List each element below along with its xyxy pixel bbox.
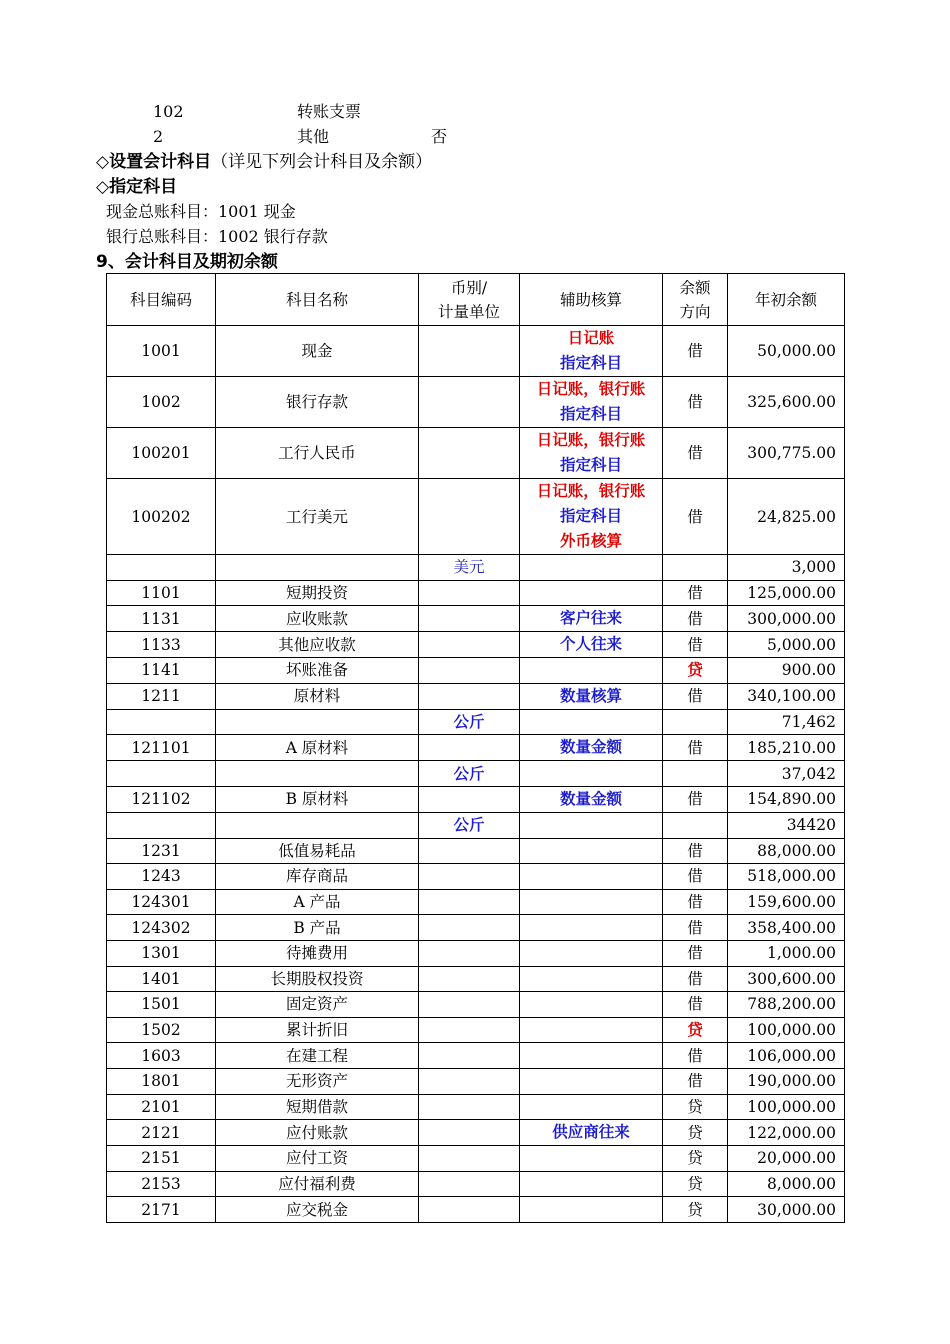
cell-code: 2121 [107,1120,216,1146]
cell-unit [419,1171,520,1197]
table-row [107,326,845,377]
cell-name: 应收账款 [216,606,419,632]
cell-name: 应付工资 [216,1146,419,1172]
cell-name: 坏账准备 [216,658,419,684]
cell-code: 1243 [107,864,216,890]
cell-direction: 借 [663,966,728,992]
cell-aux [520,812,663,838]
cell-code: 1801 [107,1068,216,1094]
cell-unit [419,1120,520,1146]
table-row [107,683,845,709]
cell-code: 1131 [107,606,216,632]
table-row [107,812,845,838]
cell-balance: 8,000.00 [728,1171,845,1197]
table-row [107,555,845,581]
cell-aux [520,1120,663,1146]
cell-code: 121101 [107,735,216,761]
cell-name: A 原材料 [216,735,419,761]
aux-tag: 数量核算 [559,686,622,705]
cell-aux [520,632,663,658]
cell-unit [419,1068,520,1094]
cell-direction [663,555,728,581]
cell-balance: 50,000.00 [728,326,845,377]
cell-direction: 借 [663,1043,728,1069]
cell-aux [520,838,663,864]
cell-unit [419,889,520,915]
cell-balance: 159,600.00 [728,889,845,915]
cell-code: 1501 [107,992,216,1018]
cell-code: 1141 [107,658,216,684]
cell-name: 库存商品 [216,864,419,890]
cell-direction: 贷 [663,1171,728,1197]
cell-aux [520,761,663,787]
table-header-row [107,274,845,326]
header-aux: 辅助核算 [520,274,663,326]
cell-direction: 贷 [663,1017,728,1043]
cell-aux [520,1094,663,1120]
cell-balance: 300,600.00 [728,966,845,992]
cell-aux [520,915,663,941]
heading-setup-bold: ◇设置会计科目 [96,152,212,172]
cell-balance: 185,210.00 [728,735,845,761]
cell-code [107,709,216,735]
cell-direction: 借 [663,428,728,479]
table-row [107,992,845,1018]
cell-unit [419,580,520,606]
cell-name: 原材料 [216,683,419,709]
cell-aux [520,479,663,555]
cell-aux [520,1068,663,1094]
cell-aux [520,966,663,992]
table-row [107,1068,845,1094]
cell-direction: 贷 [663,1197,728,1223]
aux-tag: 外币核算 [559,532,622,550]
top-row-code-1: 102 [153,102,184,121]
cell-unit [419,428,520,479]
cell-code: 2151 [107,1146,216,1172]
cell-unit [419,735,520,761]
cell-direction: 借 [663,377,728,428]
cell-balance: 900.00 [728,658,845,684]
table-row [107,915,845,941]
aux-tag: 日记账 [567,329,615,347]
cell-aux [520,1197,663,1223]
aux-tag: 指定科目 [559,405,622,423]
table-row [107,761,845,787]
cell-unit: 美元 [419,555,520,581]
cell-code: 2153 [107,1171,216,1197]
cell-balance: 71,462 [728,709,845,735]
cell-balance: 154,890.00 [728,786,845,812]
header-code: 科目编码 [107,274,216,326]
aux-tag: 指定科目 [559,507,622,525]
table-row [107,606,845,632]
table-row [107,940,845,966]
table-row [107,377,845,428]
top-row-name-1: 转账支票 [297,102,362,121]
cell-code [107,555,216,581]
cell-unit [419,1197,520,1223]
cell-direction: 贷 [663,658,728,684]
cell-name: A 产品 [216,889,419,915]
table-row [107,1017,845,1043]
cell-code: 1211 [107,683,216,709]
header-direction [663,274,728,326]
header-unit-line2: 计量单位 [437,302,500,321]
cell-direction: 借 [663,735,728,761]
cell-name: 低值易耗品 [216,838,419,864]
table-row [107,1120,845,1146]
top-row-flag-2: 否 [431,127,448,146]
table-row [107,838,845,864]
cell-balance: 358,400.00 [728,915,845,941]
table-row [107,786,845,812]
cell-balance: 300,000.00 [728,606,845,632]
cell-name: 短期投资 [216,580,419,606]
cash-account-line: 现金总账科目：1001 现金 [106,202,296,221]
cell-unit: 公斤 [419,761,520,787]
aux-tag: 日记账，银行账 [536,431,646,449]
cell-balance: 34420 [728,812,845,838]
cell-direction: 借 [663,326,728,377]
cell-name: B 原材料 [216,786,419,812]
cell-direction: 借 [663,606,728,632]
cell-code: 1001 [107,326,216,377]
cell-direction: 借 [663,915,728,941]
cell-unit [419,479,520,555]
cell-balance: 3,000 [728,555,845,581]
cell-aux [520,786,663,812]
cell-unit [419,966,520,992]
cell-name: 银行存款 [216,377,419,428]
table-row [107,632,845,658]
cell-direction: 贷 [663,1146,728,1172]
cell-aux [520,580,663,606]
cell-balance: 24,825.00 [728,479,845,555]
cell-aux [520,735,663,761]
cell-name [216,709,419,735]
cell-aux [520,1043,663,1069]
cell-code: 124302 [107,915,216,941]
table-row [107,479,845,555]
aux-tag: 数量金额 [559,789,622,808]
cell-balance: 100,000.00 [728,1094,845,1120]
cell-unit [419,377,520,428]
cell-unit: 公斤 [419,709,520,735]
cell-name [216,761,419,787]
cell-name: 工行美元 [216,479,419,555]
cell-name: 无形资产 [216,1068,419,1094]
cell-balance: 106,000.00 [728,1043,845,1069]
cell-unit [419,606,520,632]
cell-unit [419,1094,520,1120]
cell-unit [419,838,520,864]
cell-direction [663,709,728,735]
cell-unit [419,992,520,1018]
cell-unit: 公斤 [419,812,520,838]
cell-code: 1002 [107,377,216,428]
cell-unit [419,326,520,377]
cell-balance: 30,000.00 [728,1197,845,1223]
cell-aux [520,606,663,632]
cell-direction: 借 [663,992,728,1018]
table-row [107,580,845,606]
header-name: 科目名称 [216,274,419,326]
cell-aux [520,428,663,479]
cell-direction: 借 [663,838,728,864]
cell-name [216,555,419,581]
cell-aux [520,940,663,966]
table-row [107,658,845,684]
heading-designated-accounts: ◇指定科目 [96,177,178,197]
aux-tag: 数量金额 [559,738,622,757]
cell-code: 2101 [107,1094,216,1120]
table-row [107,428,845,479]
table-row [107,1146,845,1172]
cell-name: 在建工程 [216,1043,419,1069]
aux-tag: 客户往来 [559,609,622,628]
cell-aux [520,889,663,915]
aux-tag: 个人往来 [559,635,622,654]
cell-code: 1231 [107,838,216,864]
table-row [107,1197,845,1223]
table-row [107,966,845,992]
cell-aux [520,1017,663,1043]
cell-balance: 340,100.00 [728,683,845,709]
cell-direction: 借 [663,940,728,966]
aux-tag: 日记账，银行账 [536,380,646,398]
cell-balance: 122,000.00 [728,1120,845,1146]
top-row-name-2: 其他 [297,127,330,146]
cell-balance: 300,775.00 [728,428,845,479]
table-row [107,735,845,761]
header-direction-line2: 方向 [679,302,711,321]
cell-aux [520,864,663,890]
table-row [107,1171,845,1197]
cell-aux [520,555,663,581]
cell-direction: 借 [663,1068,728,1094]
heading-setup-accounts [96,151,432,173]
cell-balance: 788,200.00 [728,992,845,1018]
cell-aux [520,709,663,735]
header-direction-line1: 余额 [679,278,711,297]
cell-code: 1401 [107,966,216,992]
table-row [107,889,845,915]
cell-aux [520,326,663,377]
aux-tag: 供应商往来 [552,1123,630,1142]
cell-code: 100201 [107,428,216,479]
cell-unit [419,940,520,966]
aux-tag: 日记账，银行账 [536,482,646,500]
header-unit [419,274,520,326]
cell-direction: 借 [663,479,728,555]
cell-unit [419,1146,520,1172]
cell-balance: 125,000.00 [728,580,845,606]
cell-unit [419,632,520,658]
cell-balance: 37,042 [728,761,845,787]
cell-unit [419,864,520,890]
cell-balance: 20,000.00 [728,1146,845,1172]
cell-name: 现金 [216,326,419,377]
cell-code: 1603 [107,1043,216,1069]
cell-code: 1502 [107,1017,216,1043]
cell-code: 1101 [107,580,216,606]
cell-name: 固定资产 [216,992,419,1018]
cell-balance: 325,600.00 [728,377,845,428]
cell-code [107,812,216,838]
cell-direction: 借 [663,889,728,915]
cell-name: 短期借款 [216,1094,419,1120]
header-unit-line1: 币别/ [450,278,488,297]
cell-unit [419,1043,520,1069]
cell-direction: 借 [663,683,728,709]
cell-direction: 贷 [663,1120,728,1146]
cell-balance: 5,000.00 [728,632,845,658]
cell-balance: 100,000.00 [728,1017,845,1043]
section-title: 9、会计科目及期初余额 [96,252,278,272]
cell-aux [520,1171,663,1197]
cell-direction: 借 [663,632,728,658]
cell-direction: 借 [663,864,728,890]
cell-aux [520,992,663,1018]
header-balance: 年初余额 [728,274,845,326]
cell-balance: 518,000.00 [728,864,845,890]
cell-unit [419,915,520,941]
table-row [107,709,845,735]
cell-name: 应付账款 [216,1120,419,1146]
accounts-table [106,273,845,1223]
cell-direction [663,812,728,838]
cell-name: B 产品 [216,915,419,941]
cell-unit [419,658,520,684]
cell-code: 1301 [107,940,216,966]
aux-tag: 指定科目 [559,456,622,474]
cell-direction: 贷 [663,1094,728,1120]
cell-balance: 88,000.00 [728,838,845,864]
cell-name: 长期股权投资 [216,966,419,992]
cell-code [107,761,216,787]
cell-aux [520,658,663,684]
cell-code: 100202 [107,479,216,555]
aux-tag: 指定科目 [559,354,622,372]
cell-name [216,812,419,838]
cell-unit [419,1017,520,1043]
cell-direction: 借 [663,580,728,606]
cell-balance: 190,000.00 [728,1068,845,1094]
cell-code: 2171 [107,1197,216,1223]
heading-setup-note: （详见下列会计科目及余额） [211,152,433,172]
cell-aux [520,377,663,428]
table-row [107,1094,845,1120]
cell-name: 待摊费用 [216,940,419,966]
cell-balance: 1,000.00 [728,940,845,966]
cell-aux [520,683,663,709]
bank-account-line: 银行总账科目：1002 银行存款 [106,227,328,246]
cell-name: 应付福利费 [216,1171,419,1197]
cell-name: 工行人民币 [216,428,419,479]
cell-name: 其他应收款 [216,632,419,658]
cell-name: 应交税金 [216,1197,419,1223]
cell-code: 121102 [107,786,216,812]
cell-direction: 借 [663,786,728,812]
cell-aux [520,1146,663,1172]
table-row [107,864,845,890]
cell-code: 1133 [107,632,216,658]
top-row-code-2: 2 [153,127,164,146]
cell-unit [419,683,520,709]
cell-unit [419,786,520,812]
cell-direction [663,761,728,787]
table-row [107,1043,845,1069]
cell-code: 124301 [107,889,216,915]
cell-name: 累计折旧 [216,1017,419,1043]
